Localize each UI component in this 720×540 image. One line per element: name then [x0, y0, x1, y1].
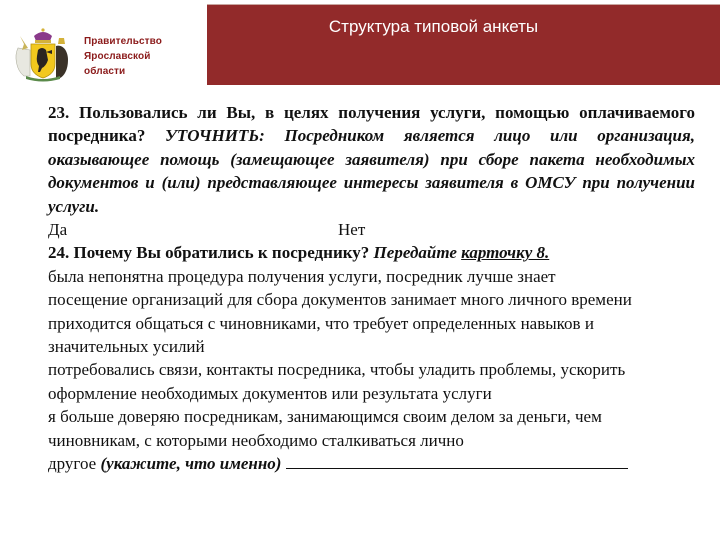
answer-yes[interactable]: Да — [48, 220, 68, 240]
org-name-line-2: Ярославской — [84, 51, 151, 62]
answer-no[interactable]: Нет — [338, 220, 366, 240]
question-23 — [48, 101, 695, 218]
question-23-answers — [48, 218, 695, 241]
title-banner — [207, 4, 720, 85]
organization-name — [84, 34, 162, 79]
option-1[interactable]: была непонятна процедура получения услуги, посредник лучше знает — [48, 266, 556, 286]
question-23-clarify-label: УТОЧНИТЬ: — [165, 126, 265, 146]
option-other — [48, 452, 695, 475]
header-logo-block — [12, 26, 202, 82]
question-23-clarify-text: Посредником является лицо или организация, оказывающее помощь (замещающее заявителя) при сборе пакета необходимых документов и (или) представляющее интересы заявителя в ОМСУ при получении услуги. — [48, 126, 696, 216]
coat-of-arms-icon — [12, 26, 74, 82]
option-2[interactable]: посещение организаций для сбора документов занимает много личного времени — [48, 290, 632, 310]
questionnaire-content — [48, 101, 695, 475]
option-5[interactable]: я больше доверяю посредникам, занимающимся своим делом за деньги, чем чиновникам, с которыми необходимо сталкиваться лично — [48, 407, 602, 450]
question-24 — [48, 241, 695, 264]
org-name-line-3: области — [84, 66, 126, 77]
question-24-instruction: Передайте — [373, 243, 457, 263]
other-label[interactable]: другое — [48, 454, 97, 474]
org-name-line-1: Правительство — [84, 36, 162, 47]
question-24-options — [48, 265, 695, 476]
option-3[interactable]: приходится общаться с чиновниками, что требует определенных навыков и значительных усилий — [48, 313, 594, 357]
option-4[interactable]: потребовались связи, контакты посредника, чтобы уладить проблемы, ускорить оформление необходимых документов или результата услуги — [48, 360, 626, 403]
question-23-text: 23. Пользовались ли Вы, в целях получения услуги, помощью оплачиваемого посредника? — [48, 103, 695, 146]
question-24-text: 24. Почему Вы обратились к посреднику? — [48, 243, 370, 263]
other-hint: (укажите, что именно) — [100, 454, 282, 474]
question-24-card-ref: карточку 8. — [461, 243, 550, 263]
other-answer-blank[interactable] — [286, 452, 628, 469]
page-title: Структура типовой анкеты — [328, 17, 539, 36]
